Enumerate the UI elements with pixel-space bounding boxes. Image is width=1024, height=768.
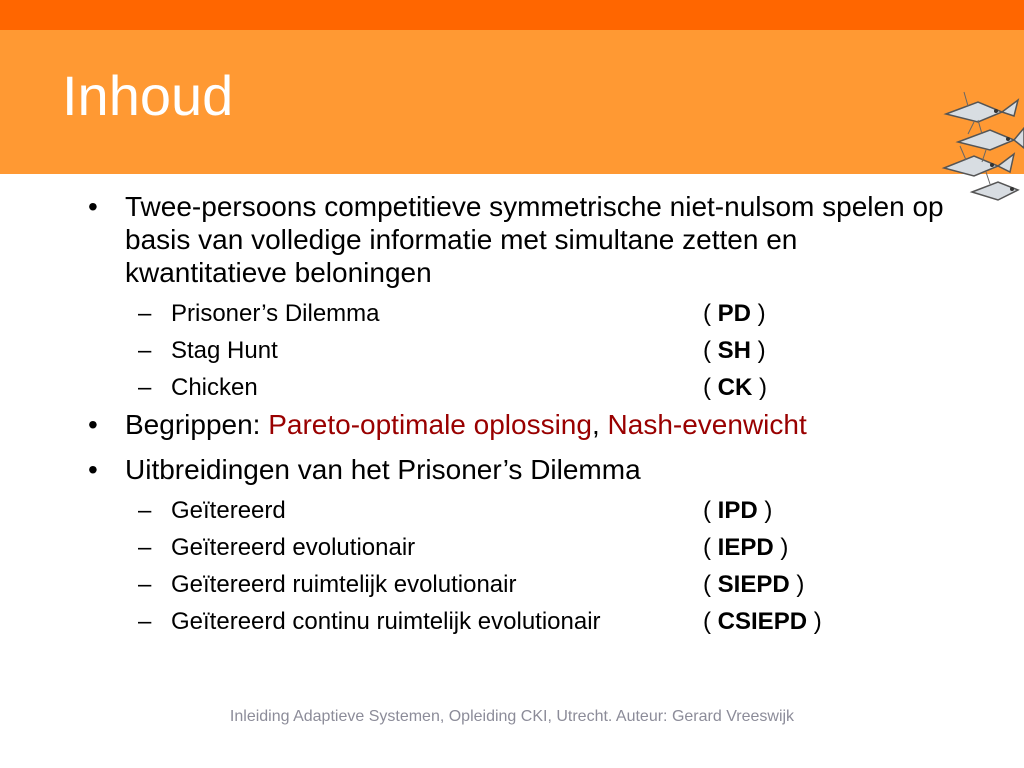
bullet-text: Uitbreidingen van het Prisoner’s Dilemma: [125, 454, 641, 485]
abbreviation-code: IPD: [717, 497, 758, 524]
term-pareto: Pareto-optimale oplossing: [268, 409, 592, 440]
abbreviation: [703, 529, 788, 566]
bullet-item-games: [88, 190, 948, 289]
abbreviation-code: SIEPD: [717, 571, 790, 598]
sub-item-label: Geïtereerd: [171, 497, 286, 524]
sub-item-label: Geïtereerd ruimtelijk evolutionair: [171, 571, 517, 598]
sub-item-ck: [88, 369, 948, 406]
bullet-icon: •: [88, 454, 98, 485]
bullet-text: Twee-persoons competitieve symmetrische niet-nulsom spelen op basis van volledige informatie met simultane zetten en kwantitatieve beloningen: [125, 191, 944, 288]
fish-school-illustration-icon: [938, 72, 1024, 212]
slide-footer: Inleiding Adaptieve Systemen, Opleiding CKI, Utrecht. Auteur: Gerard Vreeswijk: [229, 708, 795, 725]
sub-list-extensions: [88, 492, 948, 640]
abbreviation-code: IEPD: [717, 534, 774, 561]
paren-open: (: [703, 534, 718, 561]
sub-list-games: [88, 295, 948, 406]
sub-item-label: Prisoner’s Dilemma: [171, 300, 380, 327]
bullet-icon: •: [88, 191, 98, 222]
sub-item-pd: [88, 295, 948, 332]
paren-close: ): [757, 497, 773, 524]
slide-title: Inhoud: [62, 64, 234, 127]
sub-item-siepd: [88, 566, 948, 603]
paren-open: (: [703, 497, 718, 524]
dash-icon: –: [138, 497, 152, 524]
term-nash: Nash-evenwicht: [607, 409, 807, 440]
concepts-prefix: Begrippen:: [125, 409, 269, 440]
bullet-item-extensions: [88, 453, 948, 486]
paren-close: ): [789, 571, 805, 598]
paren-open: (: [703, 571, 718, 598]
sub-item-label: Stag Hunt: [171, 337, 278, 364]
paren-open: (: [703, 374, 718, 401]
paren-close: ): [751, 337, 766, 364]
abbreviation: [703, 566, 804, 603]
abbreviation: [703, 369, 767, 406]
dash-icon: –: [138, 608, 152, 635]
abbreviation: [703, 492, 772, 529]
paren-close: ): [752, 374, 768, 401]
sub-item-label: Geïtereerd evolutionair: [171, 534, 416, 561]
dash-icon: –: [138, 337, 152, 364]
sub-item-ipd: [88, 492, 948, 529]
term-separator: ,: [591, 409, 608, 440]
sub-item-label: Geïtereerd continu ruimtelijk evolutionair: [171, 608, 601, 635]
abbreviation-code: SH: [717, 337, 752, 364]
sub-item-label: Chicken: [171, 374, 258, 401]
abbreviation-code: CK: [717, 374, 753, 401]
paren-close: ): [751, 300, 766, 327]
dash-icon: –: [138, 300, 152, 327]
paren-open: (: [703, 300, 718, 327]
bullet-item-concepts: [88, 408, 948, 441]
sub-item-iepd: [88, 529, 948, 566]
abbreviation: [703, 332, 766, 369]
dash-icon: –: [138, 374, 152, 401]
bullet-icon: •: [88, 409, 98, 440]
paren-open: (: [703, 608, 718, 635]
abbreviation: [703, 603, 822, 640]
paren-close: ): [773, 534, 789, 561]
sub-item-csiepd: [88, 603, 948, 640]
dash-icon: –: [138, 571, 152, 598]
paren-open: (: [703, 337, 718, 364]
slide-content: [88, 190, 948, 642]
abbreviation: [703, 295, 766, 332]
abbreviation-code: PD: [717, 300, 752, 327]
top-accent-bar: [0, 0, 1024, 30]
dash-icon: –: [138, 534, 152, 561]
abbreviation-code: CSIEPD: [717, 608, 808, 635]
sub-item-sh: [88, 332, 948, 369]
paren-close: ): [807, 608, 822, 635]
